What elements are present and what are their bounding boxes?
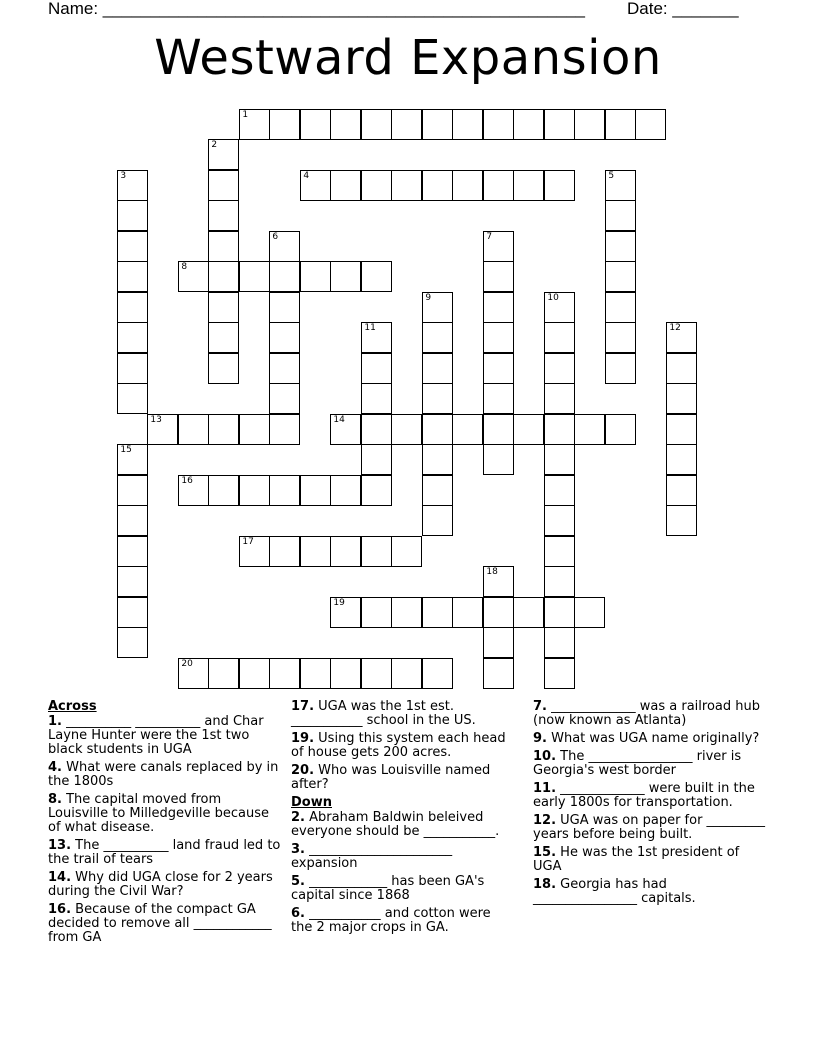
grid-cell[interactable]: [544, 627, 575, 658]
grid-cell[interactable]: [361, 536, 392, 567]
clue-item: [533, 814, 769, 842]
grid-cell[interactable]: [422, 383, 453, 414]
clue-text: The capital moved from Louisville to Milledgeville because of what disease.: [48, 792, 270, 835]
grid-cell[interactable]: [361, 414, 392, 445]
grid-cell[interactable]: [483, 566, 514, 597]
grid-cell[interactable]: [391, 597, 422, 628]
grid-cell[interactable]: [483, 353, 514, 384]
grid-cell[interactable]: [513, 170, 544, 201]
grid-cell[interactable]: [269, 109, 300, 140]
clue-num: 5.: [291, 874, 305, 889]
grid-cell[interactable]: [269, 261, 300, 292]
grid-cell[interactable]: [269, 353, 300, 384]
grid-cell[interactable]: [300, 658, 331, 689]
clue-num: 17.: [291, 699, 315, 714]
grid-cell[interactable]: [178, 414, 209, 445]
grid-cell[interactable]: [483, 383, 514, 414]
grid-cell[interactable]: [483, 627, 514, 658]
clue-text: The ________________ river is Georgia's west border: [533, 749, 742, 778]
clue-item: [533, 732, 769, 746]
grid-cell[interactable]: [117, 292, 148, 323]
grid-cell[interactable]: [269, 231, 300, 262]
grid-cell[interactable]: [239, 536, 270, 567]
grid-cell[interactable]: [422, 658, 453, 689]
grid-cell[interactable]: [178, 261, 209, 292]
grid-cell[interactable]: [117, 475, 148, 506]
clue-text: Using this system each head of house gets 200 acres.: [291, 731, 506, 760]
grid-cell[interactable]: [361, 109, 392, 140]
clue-num: 1.: [48, 714, 62, 729]
grid-cell[interactable]: [361, 444, 392, 475]
grid-cell[interactable]: [605, 200, 636, 231]
grid-cell[interactable]: [117, 566, 148, 597]
clue-text: UGA was on paper for _________ years before being built.: [533, 813, 766, 842]
clues-column-1: [48, 700, 284, 949]
date-field[interactable]: Date: _______: [627, 0, 739, 18]
grid-cell[interactable]: [544, 383, 575, 414]
clue-number: 4: [303, 171, 310, 182]
clue-number: 5: [608, 171, 615, 182]
clue-text: Why did UGA close for 2 years during the Civil War?: [48, 870, 273, 899]
grid-cell[interactable]: [117, 505, 148, 536]
grid-cell[interactable]: [269, 322, 300, 353]
grid-cell[interactable]: [666, 475, 697, 506]
clue-text: What were canals replaced by in the 1800s: [48, 760, 279, 789]
grid-cell[interactable]: [635, 109, 666, 140]
clue-num: 15.: [533, 845, 557, 860]
grid-cell[interactable]: [208, 353, 239, 384]
clue-number: 7: [486, 232, 493, 243]
grid-cell[interactable]: [544, 658, 575, 689]
grid-cell[interactable]: [330, 109, 361, 140]
grid-cell[interactable]: [361, 170, 392, 201]
grid-cell[interactable]: [269, 475, 300, 506]
grid-cell[interactable]: [666, 444, 697, 475]
grid-cell[interactable]: [544, 536, 575, 567]
clues-column-3: [533, 700, 769, 910]
grid-cell[interactable]: [483, 231, 514, 262]
grid-cell[interactable]: [544, 170, 575, 201]
grid-cell[interactable]: [605, 261, 636, 292]
grid-cell[interactable]: [330, 475, 361, 506]
grid-cell[interactable]: [391, 414, 422, 445]
clue-item: [48, 761, 284, 789]
grid-cell[interactable]: [544, 109, 575, 140]
clue-item: [48, 715, 284, 757]
clue-item: [291, 875, 515, 903]
clue-text: __________ __________ and Char Layne Hunter were the 1st two black students in UGA: [48, 714, 264, 757]
grid-cell[interactable]: [452, 414, 483, 445]
grid-cell[interactable]: [452, 170, 483, 201]
grid-cell[interactable]: [605, 414, 636, 445]
grid-cell[interactable]: [208, 139, 239, 170]
clue-number: 14: [333, 415, 345, 426]
clue-num: 6.: [291, 906, 305, 921]
grid-cell[interactable]: [483, 414, 514, 445]
grid-cell[interactable]: [208, 231, 239, 262]
grid-cell[interactable]: [574, 597, 605, 628]
clue-item: [533, 700, 769, 728]
grid-cell[interactable]: [422, 170, 453, 201]
grid-cell[interactable]: [483, 597, 514, 628]
grid-cell[interactable]: [483, 261, 514, 292]
clue-num: 3.: [291, 842, 305, 857]
grid-cell[interactable]: [117, 322, 148, 353]
clue-text: Who was Louisville named after?: [291, 763, 491, 792]
clue-num: 19.: [291, 731, 315, 746]
grid-cell[interactable]: [483, 109, 514, 140]
clue-item: [533, 782, 769, 810]
grid-cell[interactable]: [483, 658, 514, 689]
clue-number: 12: [669, 323, 681, 334]
clue-text: He was the 1st president of UGA: [533, 845, 740, 874]
grid-cell[interactable]: [574, 109, 605, 140]
grid-cell[interactable]: [544, 414, 575, 445]
clue-text: What was UGA name originally?: [546, 731, 760, 746]
clue-num: 16.: [48, 902, 72, 917]
grid-cell[interactable]: [605, 109, 636, 140]
grid-cell[interactable]: [605, 231, 636, 262]
grid-cell[interactable]: [117, 353, 148, 384]
grid-cell[interactable]: [483, 170, 514, 201]
grid-cell[interactable]: [117, 444, 148, 475]
clue-item: [291, 811, 515, 839]
grid-cell[interactable]: [117, 536, 148, 567]
grid-cell[interactable]: [544, 597, 575, 628]
grid-cell[interactable]: [117, 231, 148, 262]
grid-cell[interactable]: [117, 170, 148, 201]
grid-cell[interactable]: [605, 292, 636, 323]
grid-cell[interactable]: [239, 261, 270, 292]
clue-num: 9.: [533, 731, 547, 746]
grid-cell[interactable]: [117, 383, 148, 414]
grid-cell[interactable]: [605, 170, 636, 201]
grid-cell[interactable]: [147, 414, 178, 445]
grid-cell[interactable]: [239, 414, 270, 445]
grid-cell[interactable]: [544, 505, 575, 536]
grid-cell[interactable]: [422, 353, 453, 384]
page-title: Westward Expansion: [154, 30, 662, 86]
clue-item: [291, 732, 515, 760]
grid-cell[interactable]: [239, 658, 270, 689]
clue-number: 16: [181, 476, 193, 487]
grid-cell[interactable]: [239, 475, 270, 506]
grid-cell[interactable]: [422, 597, 453, 628]
grid-cell[interactable]: [300, 170, 331, 201]
grid-cell[interactable]: [239, 109, 270, 140]
grid-cell[interactable]: [117, 597, 148, 628]
clue-item: [533, 878, 769, 906]
grid-cell[interactable]: [269, 414, 300, 445]
grid-cell[interactable]: [422, 475, 453, 506]
clue-num: 12.: [533, 813, 557, 828]
grid-cell[interactable]: [666, 322, 697, 353]
grid-cell[interactable]: [513, 597, 544, 628]
clue-num: 20.: [291, 763, 315, 778]
clue-item: [533, 750, 769, 778]
grid-cell[interactable]: [422, 444, 453, 475]
clue-item: [291, 843, 515, 871]
clue-number: 17: [242, 537, 254, 548]
clue-item: [48, 839, 284, 867]
grid-cell[interactable]: [391, 170, 422, 201]
grid-cell[interactable]: [452, 109, 483, 140]
clue-num: 13.: [48, 838, 72, 853]
clue-number: 13: [150, 415, 162, 426]
grid-cell[interactable]: [666, 353, 697, 384]
grid-cell[interactable]: [483, 322, 514, 353]
grid-cell[interactable]: [544, 566, 575, 597]
clues-column-2: [291, 700, 515, 939]
clue-num: 4.: [48, 760, 62, 775]
grid-cell[interactable]: [544, 292, 575, 323]
clue-num: 7.: [533, 699, 547, 714]
clue-number: 8: [181, 262, 188, 273]
clue-item: [291, 764, 515, 792]
grid-cell[interactable]: [208, 292, 239, 323]
grid-cell[interactable]: [422, 322, 453, 353]
grid-cell[interactable]: [117, 261, 148, 292]
clue-num: 10.: [533, 749, 557, 764]
grid-cell[interactable]: [422, 505, 453, 536]
clue-number: 19: [333, 598, 345, 609]
grid-cell[interactable]: [513, 109, 544, 140]
grid-cell[interactable]: [361, 597, 392, 628]
grid-cell[interactable]: [300, 475, 331, 506]
clue-num: 14.: [48, 870, 72, 885]
clue-text: ____________ has been GA's capital since 1868: [291, 874, 485, 903]
grid-cell[interactable]: [178, 475, 209, 506]
grid-cell[interactable]: [544, 353, 575, 384]
grid-cell[interactable]: [208, 170, 239, 201]
grid-cell[interactable]: [666, 414, 697, 445]
grid-cell[interactable]: [666, 383, 697, 414]
grid-cell[interactable]: [269, 536, 300, 567]
clue-number: 6: [272, 232, 279, 243]
clue-item: [48, 871, 284, 899]
clue-num: 8.: [48, 792, 62, 807]
grid-cell[interactable]: [605, 322, 636, 353]
clue-text: UGA was the 1st est. ___________ school in the US.: [291, 699, 476, 728]
grid-cell[interactable]: [208, 261, 239, 292]
clue-item: [533, 846, 769, 874]
grid-cell[interactable]: [361, 353, 392, 384]
clue-num: 2.: [291, 810, 305, 825]
grid-cell[interactable]: [361, 383, 392, 414]
grid-cell[interactable]: [269, 292, 300, 323]
clue-number: 9: [425, 293, 432, 304]
grid-cell[interactable]: [330, 170, 361, 201]
clue-text: Georgia has had ________________ capitals.: [533, 877, 696, 906]
clue-item: [291, 700, 515, 728]
grid-cell[interactable]: [269, 383, 300, 414]
grid-cell[interactable]: [208, 475, 239, 506]
grid-cell[interactable]: [361, 658, 392, 689]
clue-number: 1: [242, 110, 249, 121]
grid-cell[interactable]: [208, 658, 239, 689]
clue-number: 15: [120, 445, 132, 456]
grid-cell[interactable]: [300, 109, 331, 140]
grid-cell[interactable]: [178, 658, 209, 689]
grid-cell[interactable]: [117, 200, 148, 231]
grid-cell[interactable]: [513, 414, 544, 445]
grid-cell[interactable]: [330, 261, 361, 292]
grid-cell[interactable]: [544, 444, 575, 475]
grid-cell[interactable]: [483, 292, 514, 323]
clue-item: [48, 793, 284, 835]
clue-item: [48, 903, 284, 945]
grid-cell[interactable]: [330, 597, 361, 628]
clue-text: Because of the compact GA decided to remove all ____________ from GA: [48, 902, 272, 945]
clue-text: Abraham Baldwin beleived everyone should be ___________.: [291, 810, 500, 839]
clue-number: 11: [364, 323, 376, 334]
grid-cell[interactable]: [330, 536, 361, 567]
grid-cell[interactable]: [666, 505, 697, 536]
grid-cell[interactable]: [544, 475, 575, 506]
grid-cell[interactable]: [452, 597, 483, 628]
grid-cell[interactable]: [330, 658, 361, 689]
clue-num: 18.: [533, 877, 557, 892]
grid-cell[interactable]: [330, 414, 361, 445]
across-heading: Across: [48, 699, 97, 714]
grid-cell[interactable]: [422, 414, 453, 445]
grid-cell[interactable]: [544, 322, 575, 353]
grid-cell[interactable]: [391, 536, 422, 567]
grid-cell[interactable]: [300, 536, 331, 567]
grid-cell[interactable]: [300, 261, 331, 292]
clue-number: 3: [120, 171, 127, 182]
clue-text: _____________ was a railroad hub (now known as Atlanta): [533, 699, 760, 728]
grid-cell[interactable]: [391, 658, 422, 689]
name-field[interactable]: Name: ___________________________________________________: [48, 0, 585, 18]
grid-cell[interactable]: [422, 109, 453, 140]
clue-text: _____________ were built in the early 1800s for transportation.: [533, 781, 755, 810]
clue-text: The __________ land fraud led to the trail of tears: [48, 838, 281, 867]
grid-cell[interactable]: [361, 475, 392, 506]
grid-cell[interactable]: [208, 414, 239, 445]
grid-cell[interactable]: [574, 414, 605, 445]
clue-number: 10: [547, 293, 559, 304]
clue-num: 11.: [533, 781, 557, 796]
grid-cell[interactable]: [361, 322, 392, 353]
down-heading: Down: [291, 795, 332, 810]
clue-text: ______________________ expansion: [291, 842, 453, 871]
clue-number: 18: [486, 567, 498, 578]
grid-cell[interactable]: [208, 322, 239, 353]
clue-number: 2: [211, 140, 218, 151]
grid-cell[interactable]: [483, 444, 514, 475]
clue-text: ___________ and cotton were the 2 major crops in GA.: [291, 906, 491, 935]
clue-number: 20: [181, 659, 193, 670]
grid-cell[interactable]: [269, 658, 300, 689]
grid-cell[interactable]: [422, 292, 453, 323]
grid-cell[interactable]: [117, 627, 148, 658]
grid-cell[interactable]: [361, 261, 392, 292]
grid-cell[interactable]: [208, 200, 239, 231]
grid-cell[interactable]: [605, 353, 636, 384]
grid-cell[interactable]: [391, 109, 422, 140]
clue-item: [291, 907, 515, 935]
